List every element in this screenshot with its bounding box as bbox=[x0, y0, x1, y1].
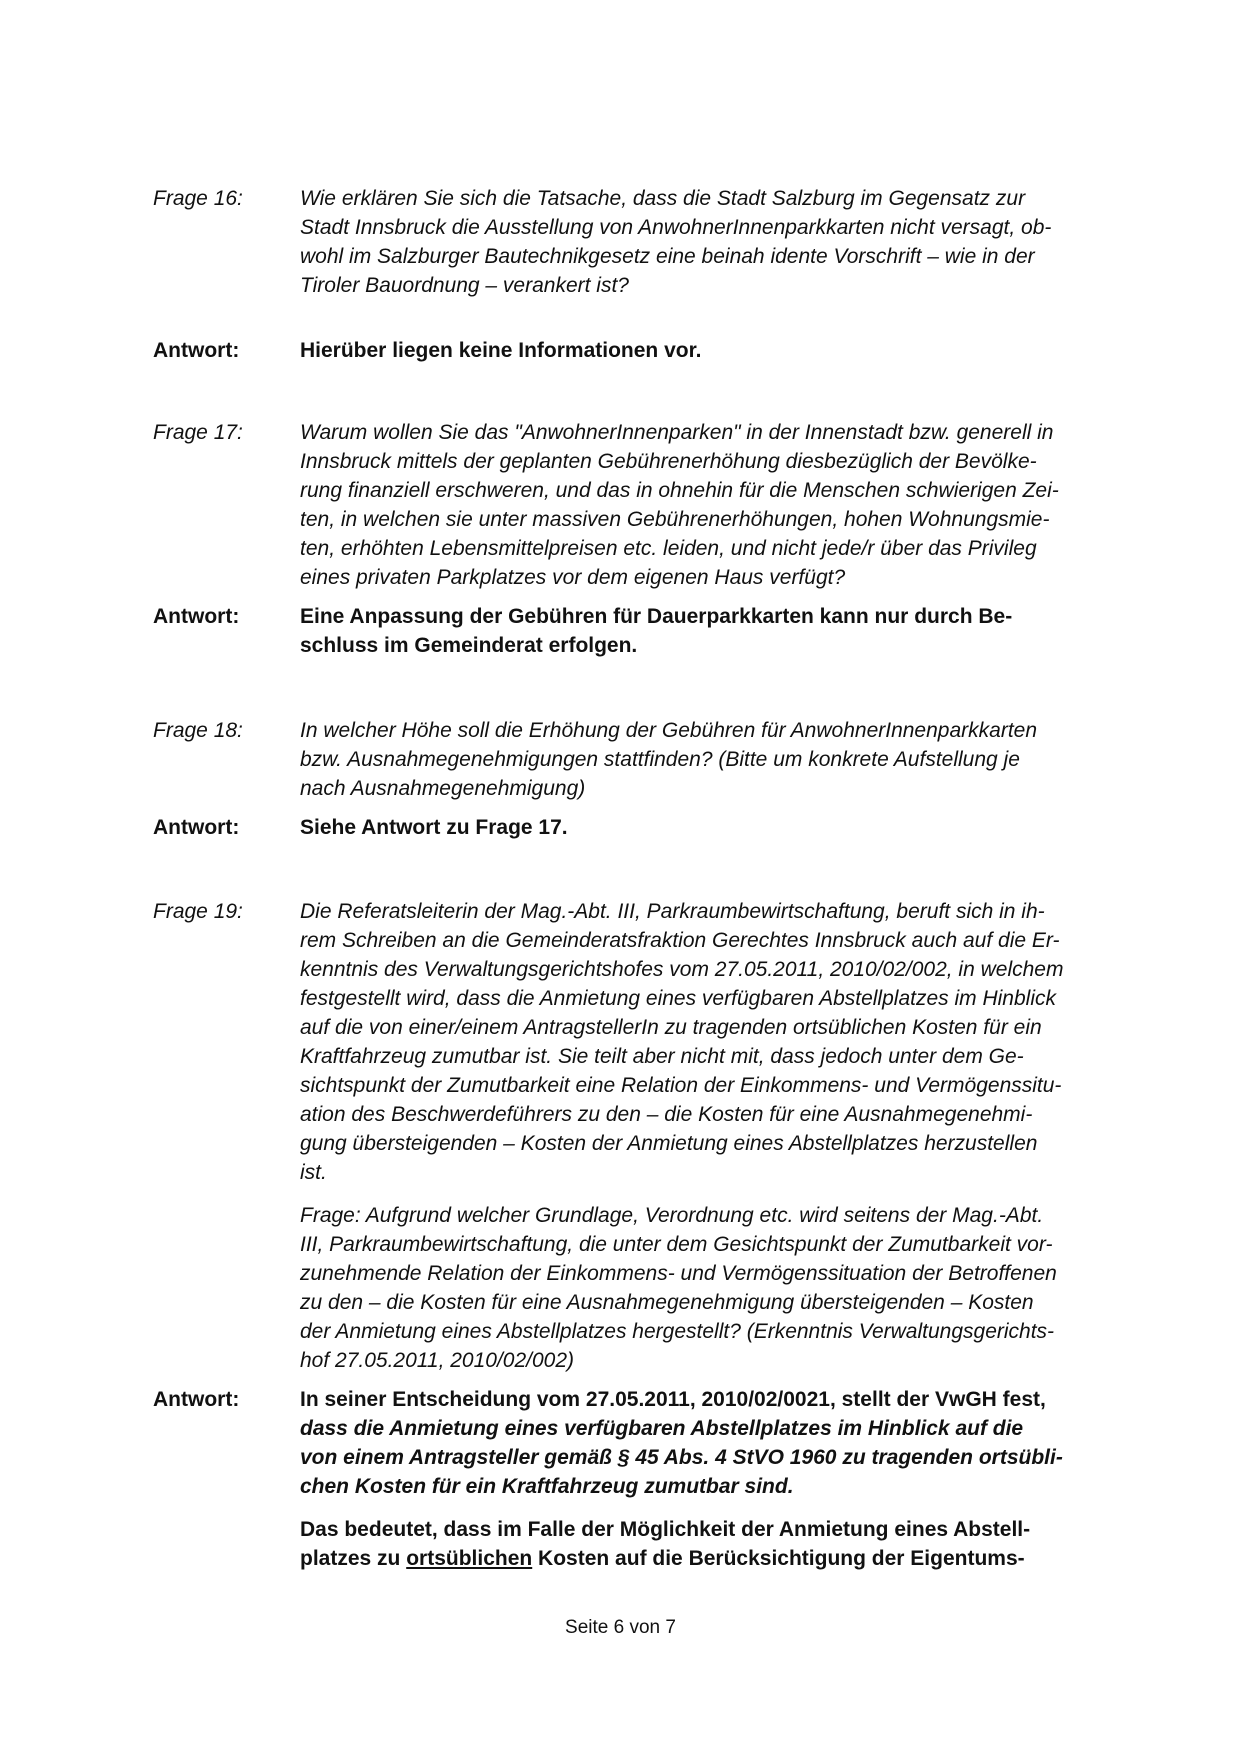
text-line: Hierüber liegen keine Informationen vor. bbox=[300, 339, 702, 362]
question-text bbox=[300, 897, 1140, 1375]
text-line: festgestellt wird, dass die Anmietung eines verfügbaren Abstellplatzes im Hinblick bbox=[300, 987, 1056, 1010]
text-line: Das bedeutet, dass im Falle der Möglichkeit der Anmietung eines Abstell- bbox=[300, 1518, 1031, 1541]
paragraph-gap bbox=[300, 1501, 1140, 1515]
text-line: ation des Beschwerdeführers zu den – die Kosten für eine Ausnahmegenehmi- bbox=[300, 1103, 1033, 1126]
text-line: zunehmende Relation der Einkommens- und Vermögenssituation der Betroffenen bbox=[300, 1262, 1057, 1285]
text-line: ten, in welchen sie unter massiven Gebührenerhöhungen, hohen Wohnungsmie- bbox=[300, 508, 1050, 531]
text-line: Frage: Aufgrund welcher Grundlage, Verordnung etc. wird seitens der Mag.-Abt. bbox=[300, 1204, 1044, 1227]
text-line-emphasis: dass die Anmietung eines verfügbaren Abstellplatzes im Hinblick auf die bbox=[300, 1417, 1024, 1440]
text-line: sichtspunkt der Zumutbarkeit eine Relation der Einkommens- und Vermögenssitu- bbox=[300, 1074, 1062, 1097]
answer-text bbox=[300, 1385, 1140, 1573]
text-line: rem Schreiben an die Gemeinderatsfraktion Gerechtes Innsbruck auch auf die Er- bbox=[300, 929, 1060, 952]
text-line: Wie erklären Sie sich die Tatsache, dass die Stadt Salzburg im Gegensatz zur bbox=[300, 187, 1026, 210]
text-line: ten, erhöhten Lebensmittelpreisen etc. leiden, und nicht jede/r über das Privileg bbox=[300, 537, 1037, 560]
text-line: Warum wollen Sie das "AnwohnerInnenparken" in der Innenstadt bzw. generell in bbox=[300, 421, 1054, 444]
text-line: Kraftfahrzeug zumutbar ist. Sie teilt aber nicht mit, dass jedoch unter dem Ge- bbox=[300, 1045, 1024, 1068]
text-line: bzw. Ausnahmegenehmigungen stattfinden? (Bitte um konkrete Aufstellung je bbox=[300, 748, 1020, 771]
text-line: zu den – die Kosten für eine Ausnahmegenehmigung übersteigenden – Kosten bbox=[300, 1291, 1034, 1314]
paragraph-gap bbox=[300, 1187, 1140, 1201]
answer-label: Antwort: bbox=[153, 816, 240, 839]
text-line: gung übersteigenden – Kosten der Anmietung eines Abstellplatzes herzustellen bbox=[300, 1132, 1038, 1155]
question-label: Frage 16: bbox=[153, 187, 243, 210]
question-text bbox=[300, 184, 1140, 300]
question-label: Frage 17: bbox=[153, 421, 243, 444]
text-line: schluss im Gemeinderat erfolgen. bbox=[300, 634, 638, 657]
text-line: der Anmietung eines Abstellplatzes hergestellt? (Erkenntnis Verwaltungsgerichts- bbox=[300, 1320, 1055, 1343]
question-label: Frage 19: bbox=[153, 900, 243, 923]
answer-label: Antwort: bbox=[153, 339, 240, 362]
text-segment: Kosten auf die Berücksichtigung der Eigentums- bbox=[532, 1547, 1025, 1570]
text-line: In welcher Höhe soll die Erhöhung der Gebühren für AnwohnerInnenparkkarten bbox=[300, 719, 1038, 742]
text-line: Innsbruck mittels der geplanten Gebührenerhöhung diesbezüglich der Bevölke- bbox=[300, 450, 1037, 473]
page-number: Seite 6 von 7 bbox=[565, 1617, 676, 1638]
answer-text bbox=[300, 336, 1140, 365]
text-line: auf die von einer/einem AntragstellerIn zu tragenden ortsüblichen Kosten für ein bbox=[300, 1016, 1042, 1039]
question-label: Frage 18: bbox=[153, 719, 243, 742]
text-line: Stadt Innsbruck die Ausstellung von AnwohnerInnenparkkarten nicht versagt, ob- bbox=[300, 216, 1052, 239]
underlined-term: ortsüblichen bbox=[406, 1547, 533, 1570]
answer-text bbox=[300, 602, 1140, 660]
text-line: III, Parkraumbewirtschaftung, die unter dem Gesichtspunkt der Zumutbarkeit vor- bbox=[300, 1233, 1053, 1256]
text-line: eines privaten Parkplatzes vor dem eigenen Haus verfügt? bbox=[300, 566, 846, 589]
text-line: Eine Anpassung der Gebühren für Dauerparkkarten kann nur durch Be- bbox=[300, 605, 1013, 628]
text-line: Siehe Antwort zu Frage 17. bbox=[300, 816, 568, 839]
text-line: In seiner Entscheidung vom 27.05.2011, 2010/02/0021, stellt der VwGH fest, bbox=[300, 1388, 1046, 1411]
answer-text bbox=[300, 813, 1140, 842]
text-line bbox=[300, 1544, 1140, 1573]
question-text bbox=[300, 418, 1140, 592]
text-line-emphasis: chen Kosten für ein Kraftfahrzeug zumutbar sind. bbox=[300, 1475, 794, 1498]
text-line: Die Referatsleiterin der Mag.-Abt. III, Parkraumbewirtschaftung, beruft sich in ih- bbox=[300, 900, 1045, 923]
text-line: Tiroler Bauordnung – verankert ist? bbox=[300, 274, 629, 297]
text-segment: platzes zu bbox=[300, 1547, 407, 1570]
text-line: kenntnis des Verwaltungsgerichtshofes vom 27.05.2011, 2010/02/002, in welchem bbox=[300, 958, 1064, 981]
text-line: nach Ausnahmegenehmigung) bbox=[300, 777, 586, 800]
text-line: rung finanziell erschweren, und das in ohnehin für die Menschen schwierigen Zei- bbox=[300, 479, 1059, 502]
answer-label: Antwort: bbox=[153, 605, 240, 628]
answer-label: Antwort: bbox=[153, 1388, 240, 1411]
question-text bbox=[300, 716, 1140, 803]
text-line: wohl im Salzburger Bautechnikgesetz eine beinah idente Vorschrift – wie in der bbox=[300, 245, 1035, 268]
text-line: ist. bbox=[300, 1161, 327, 1184]
text-line: hof 27.05.2011, 2010/02/002) bbox=[300, 1349, 575, 1372]
text-line-emphasis: von einem Antragsteller gemäß § 45 Abs. 4 StVO 1960 zu tragenden ortsübli- bbox=[300, 1446, 1063, 1469]
